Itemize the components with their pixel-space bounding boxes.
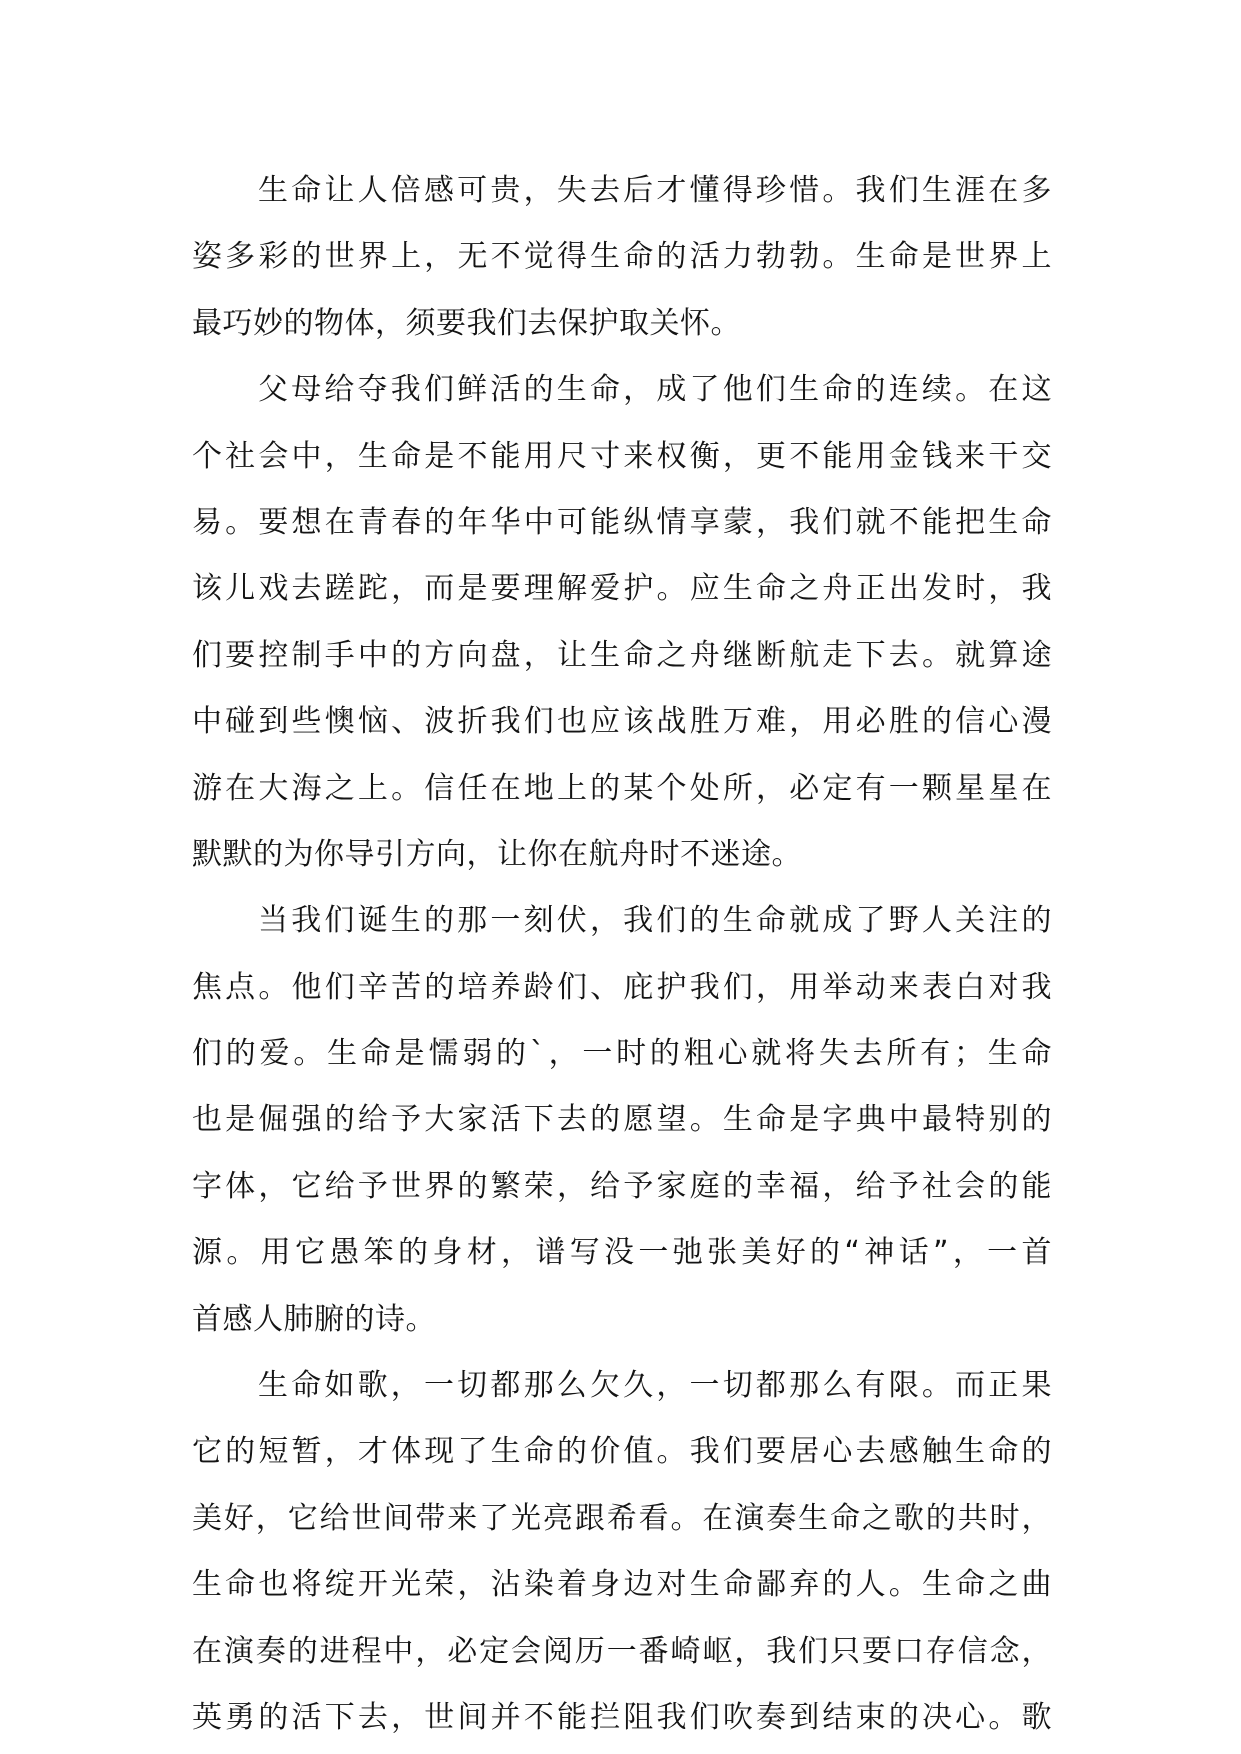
text-line: 们的爱。生命是懦弱的`，一时的粗心就将失去所有；生命 (192, 1036, 1052, 1072)
text-line: 字体，它给予世界的繁荣，给予家庭的幸福，给予社会的能 (192, 1168, 1052, 1204)
paragraph-2 (192, 357, 1052, 888)
text-line: 美好，它给世间带来了光亮跟希看。在演奏生命之歌的共时， (192, 1500, 1052, 1536)
text-line: 们要控制手中的方向盘，让生命之舟继断航走下去。就算途 (192, 637, 1052, 673)
text-line: 生命让人倍感可贵，失去后才懂得珍惜。我们生涯在多 (258, 173, 1052, 208)
text-line: 父母给夺我们鲜活的生命，成了他们生命的连续。在这 (258, 372, 1052, 408)
text-line: 首感人肺腑的诗。 (192, 1301, 436, 1337)
paragraph-1 (192, 158, 1052, 357)
text-line: 个社会中，生命是不能用尺寸来权衡，更不能用金钱来干交 (192, 438, 1052, 474)
text-line: 中碰到些懊恼、波折我们也应该战胜万难，用必胜的信心漫 (192, 704, 1052, 740)
text-line: 生命也将绽开光荣，沾染着身边对生命鄙弃的人。生命之曲 (192, 1567, 1052, 1603)
text-line: 最巧妙的物体，须要我们去保护取关怀。 (192, 305, 741, 341)
text-line: 生命如歌，一切都那么欠久，一切都那么有限。而正果 (258, 1368, 1052, 1404)
text-line: 也是倔强的给予大家活下去的愿望。生命是字典中最特别的 (192, 1102, 1052, 1138)
paragraph-4 (192, 1353, 1052, 1751)
text-line: 该儿戏去蹉跎，而是要理解爱护。应生命之舟正出发时，我 (192, 571, 1052, 607)
text-line: 源。用它愚笨的身材，谱写没一弛张美好的“神话”，一首 (192, 1235, 1052, 1271)
text-line: 游在大海之上。信任在地上的某个处所，必定有一颗星星在 (192, 770, 1052, 806)
text-line: 在演奏的进程中，必定会阅历一番崎岖，我们只要口存信念， (192, 1633, 1052, 1669)
text-line: 默默的为你导引方向，让你在航舟时不迷途。 (192, 836, 802, 872)
text-line: 姿多彩的世界上，无不觉得生命的活力勃勃。生命是世界上 (192, 239, 1052, 275)
document-body (192, 158, 1052, 1751)
text-line: 它的短暂，才体现了生命的价值。我们要居心去感触生命的 (192, 1434, 1052, 1470)
text-line: 焦点。他们辛苦的培养龄们、庇护我们，用举动来表白对我 (192, 969, 1052, 1005)
paragraph-3 (192, 888, 1052, 1353)
text-line: 易。要想在青春的年华中可能纵情享蒙，我们就不能把生命 (192, 504, 1052, 540)
text-line: 当我们诞生的那一刻伏，我们的生命就成了野人关注的 (258, 903, 1052, 939)
text-line: 英勇的活下去，世间并不能拦阻我们吹奏到结束的决心。歌 (192, 1699, 1052, 1735)
